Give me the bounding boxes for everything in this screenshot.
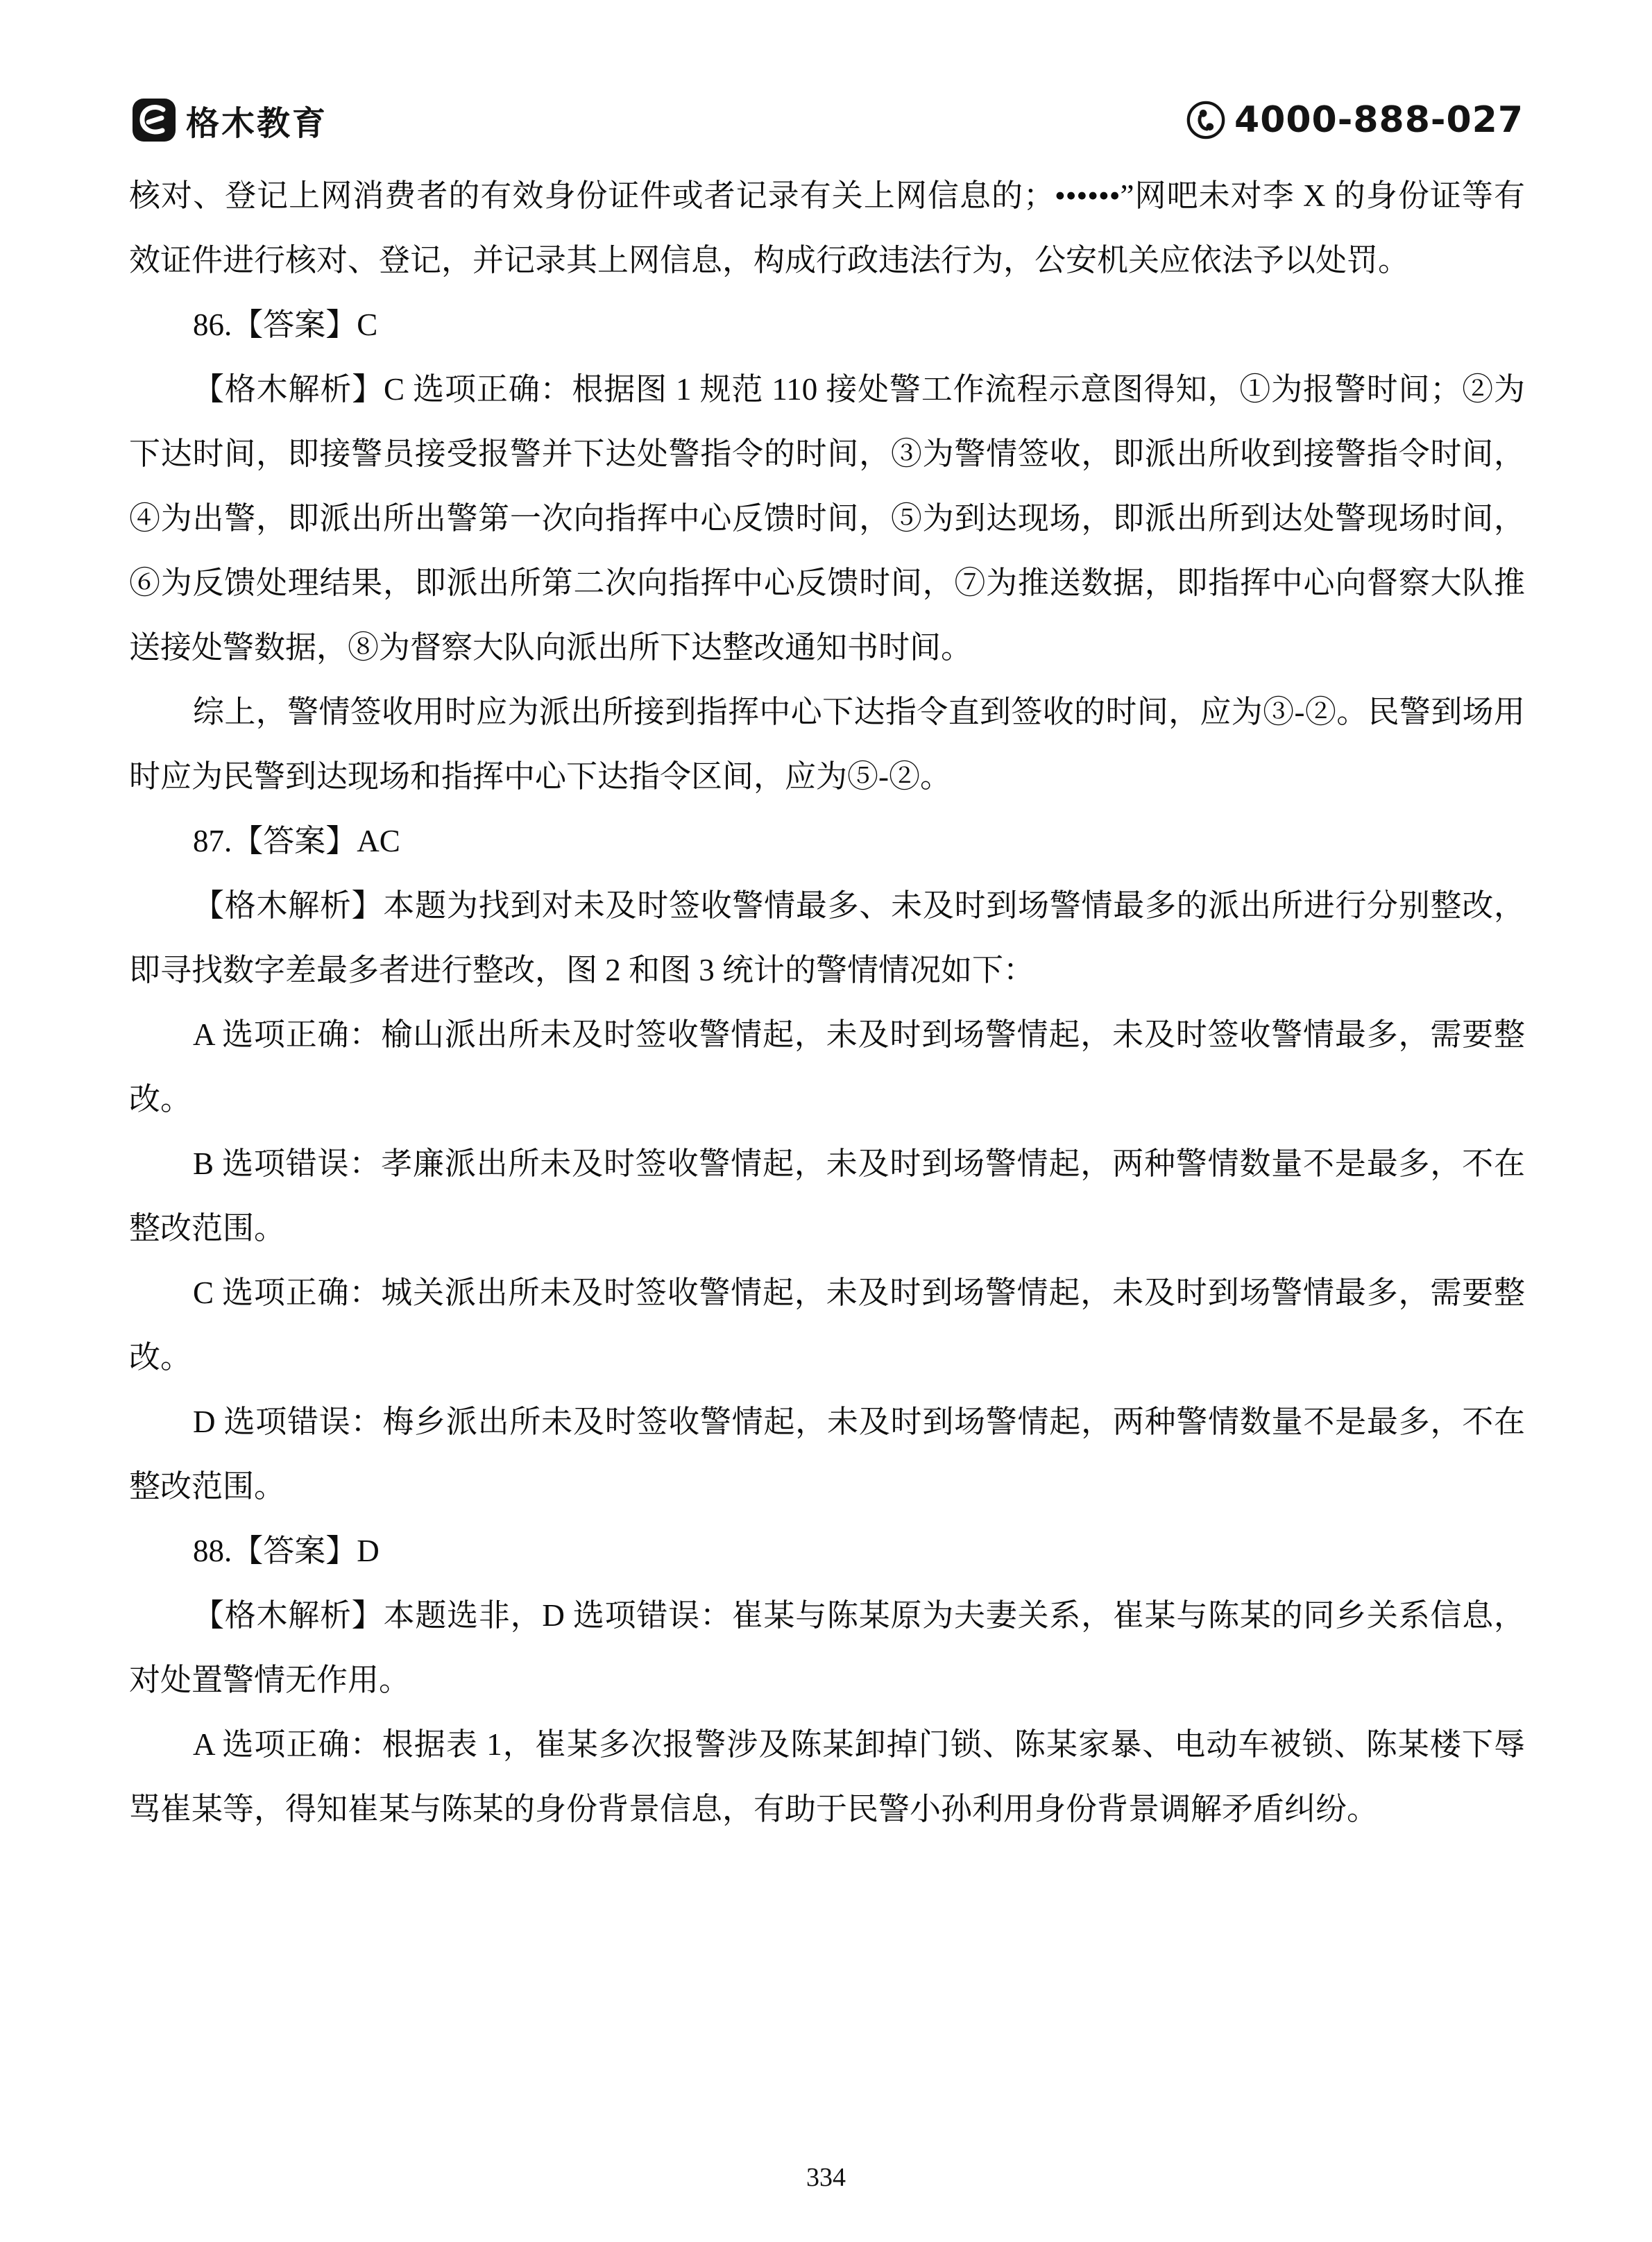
paragraph: 86.【答案】C (193, 307, 378, 342)
logo-text: 格木教育 (186, 105, 328, 142)
document-body (129, 164, 1525, 1842)
paragraph: B 选项错误：孝廉派出所未及时签收警情起，未及时到场警情起，两种警情数量不是最多，不在整改范围。 (129, 1146, 1525, 1246)
paragraph: 【格木解析】本题选非，D 选项错误：崔某与陈某原为夫妻关系，崔某与陈某的同乡关系信息，对处置警情无作用。 (129, 1598, 1525, 1697)
paragraph: A 选项正确：榆山派出所未及时签收警情起，未及时到场警情起，未及时签收警情最多，需要整改。 (129, 1017, 1525, 1116)
logo (132, 96, 327, 144)
paragraph: C 选项正确：城关派出所未及时签收警情起，未及时到场警情起，未及时到场警情最多，需要整改。 (129, 1275, 1525, 1375)
paragraph: A 选项正确：根据表 1，崔某多次报警涉及陈某卸掉门锁、陈某家暴、电动车被锁、陈某楼下辱骂崔某等，得知崔某与陈某的身份背景信息，有助于民警小孙利用身份背景调解矛盾纠纷。 (129, 1727, 1525, 1826)
paragraph: 88.【答案】D (193, 1534, 380, 1568)
phone-number: 4000-888-027 (1234, 99, 1524, 141)
paragraph: 【格木解析】本题为找到对未及时签收警情最多、未及时到场警情最多的派出所进行分别整改，即寻找数字差最多者进行整改，图 2 和图 3 统计的警情情况如下： (129, 888, 1525, 987)
paragraph: 87.【答案】AC (193, 824, 400, 858)
paragraph: 【格木解析】C 选项正确：根据图 1 规范 110 接处警工作流程示意图得知，①为报警时间；②为下达时间，即接警员接受报警并下达处警指令的时间，③为警情签收，即派出所收到接警指令时间，④为出警，即派出所出警第一次向指挥中心反馈时间，⑤为到达现场，即派出所到达处警现场时间，⑥为反馈处理结果，即派出所第二次向指挥中心反馈时间，⑦为推送数据，即指挥中心向督察大队推送接处警数据，⑧为督察大队向派出所下达整改通知书时间。 (129, 372, 1525, 665)
paragraph: 综上，警情签收用时应为派出所接到指挥中心下达指令直到签收的时间，应为③-②。民警到场用时应为民警到达现场和指挥中心下达指令区间，应为⑤-②。 (129, 695, 1525, 794)
phone-icon (1186, 100, 1226, 140)
page-footer (0, 2162, 1652, 2193)
phone-contact (1186, 99, 1524, 141)
paragraph: 核对、登记上网消费者的有效身份证件或者记录有关上网信息的；••••••”网吧未对李 X 的身份证等有效证件进行核对、登记，并记录其上网信息，构成行政违法行为，公安机关应依法予以处罚。 (129, 178, 1525, 278)
page-header (132, 89, 1524, 151)
page-number: 334 (806, 2163, 846, 2192)
gemu-logo-icon (132, 98, 176, 142)
paragraph: D 选项错误：梅乡派出所未及时签收警情起，未及时到场警情起，两种警情数量不是最多，不在整改范围。 (129, 1404, 1525, 1504)
